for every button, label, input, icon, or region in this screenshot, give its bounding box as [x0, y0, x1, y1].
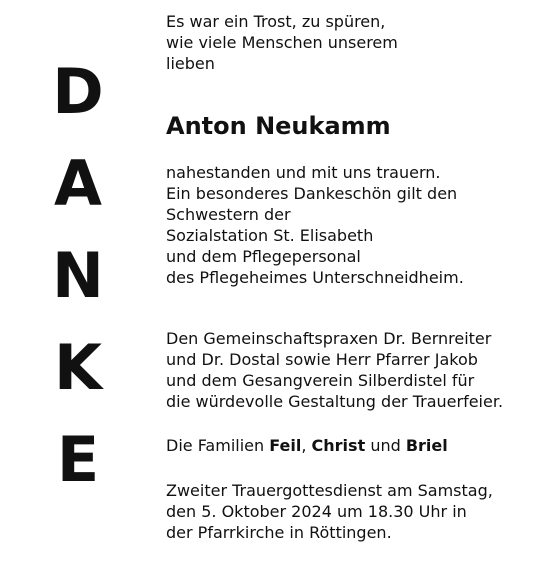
thanks-line: Sozialstation St. Elisabeth: [166, 226, 374, 245]
service-line: Zweiter Trauergottesdienst am Samstag,: [166, 481, 493, 500]
danke-letter-e: E: [56, 423, 100, 496]
danke-letter-d: D: [52, 55, 104, 128]
thanks-line: des Pflegeheimes Unterschneidheim.: [166, 268, 464, 287]
danke-letter-a: A: [54, 147, 102, 220]
danke-letter-k: K: [53, 331, 103, 404]
thanks-line: Ein besonderes Dankeschön gilt den: [166, 184, 458, 203]
families-conjunction: und: [370, 436, 401, 455]
service-announcement: [166, 480, 546, 543]
intro-paragraph: [166, 11, 546, 74]
family-name-feil: Feil: [269, 436, 302, 455]
service-line: der Pfarrkirche in Röttingen.: [166, 523, 392, 542]
acknowledgement-line: Den Gemeinschaftspraxen Dr. Bernreiter: [166, 329, 492, 348]
family-name-briel: Briel: [405, 436, 448, 455]
danke-letter-n: N: [52, 239, 104, 312]
deceased-name: Anton Neukamm: [166, 112, 391, 140]
families-signature: [166, 435, 448, 456]
thanks-line: nahestanden und mit uns trauern.: [166, 163, 441, 182]
intro-line: wie viele Menschen unserem: [166, 33, 398, 52]
acknowledgement-line: und dem Gesangverein Silberdistel für: [166, 371, 475, 390]
thanks-paragraph: [166, 162, 546, 288]
thanks-line: Schwestern der: [166, 205, 291, 224]
danke-vertical-heading: [46, 46, 110, 506]
family-name-christ: Christ: [311, 436, 366, 455]
intro-line: Es war ein Trost, zu spüren,: [166, 12, 386, 31]
acknowledgement-line: und Dr. Dostal sowie Herr Pfarrer Jakob: [166, 350, 478, 369]
families-prefix: Die Familien: [166, 436, 265, 455]
service-line: den 5. Oktober 2024 um 18.30 Uhr in: [166, 502, 467, 521]
acknowledgement-line: die würdevolle Gestaltung der Trauerfeier.: [166, 392, 504, 411]
thanks-line: und dem Pflegepersonal: [166, 247, 361, 266]
intro-line: lieben: [166, 54, 215, 73]
acknowledgements-paragraph: [166, 328, 546, 412]
families-separator: ,: [301, 436, 307, 455]
